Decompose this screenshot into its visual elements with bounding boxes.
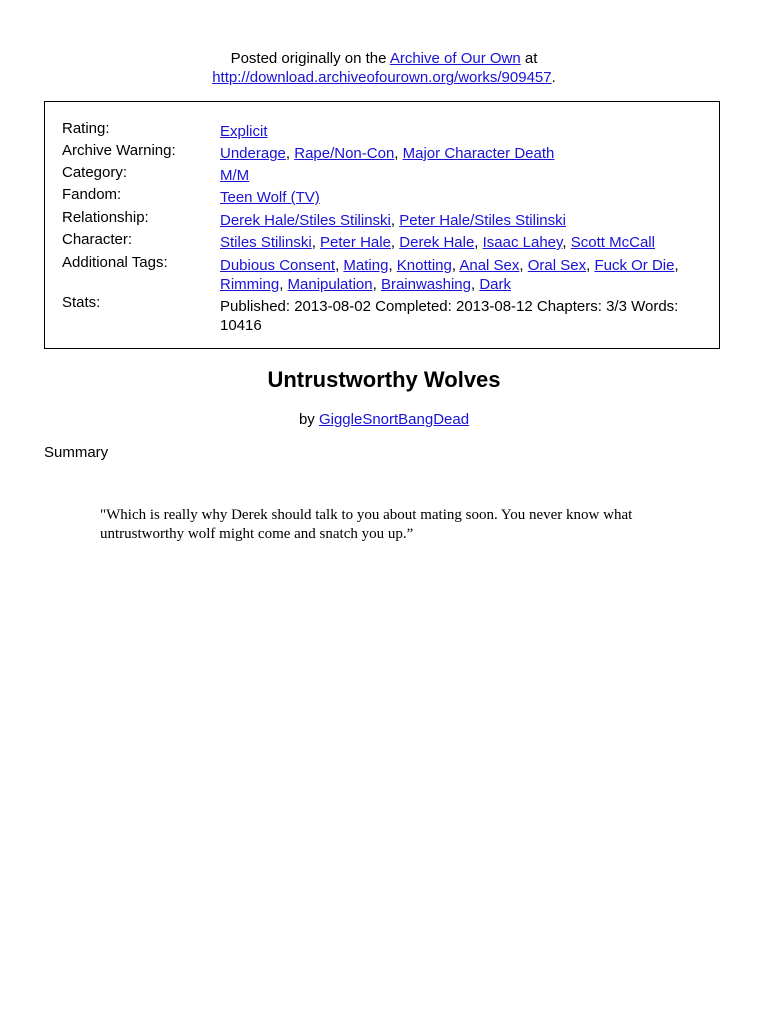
separator: , [279, 276, 288, 293]
tag-link[interactable]: Oral Sex [527, 257, 587, 274]
category-value [220, 166, 710, 185]
byline-prefix: by [298, 411, 319, 428]
tag-link[interactable]: Scott McCall [570, 234, 655, 251]
separator: , [519, 257, 528, 274]
rating-label: Rating: [62, 120, 110, 137]
tag-link[interactable]: Peter Hale [320, 234, 391, 251]
tag-link[interactable]: Mating [343, 257, 389, 274]
fandom-label: Fandom: [62, 186, 122, 203]
tags-label: Additional Tags: [62, 254, 168, 271]
header-prefix: Posted originally on the [230, 50, 390, 67]
separator: , [390, 212, 400, 229]
separator: , [285, 145, 295, 162]
metadata-box [44, 101, 720, 349]
separator: , [388, 257, 397, 274]
separator: , [335, 257, 344, 274]
summary-heading: Summary [44, 444, 109, 461]
category-label: Category: [62, 164, 128, 181]
tag-link[interactable]: Brainwashing [380, 276, 471, 293]
tag-link[interactable]: Underage [220, 145, 286, 162]
stats-line-1: Published: 2013-08-02 Completed: 2013-08-12 Chapters: 3/3 Words: [220, 298, 679, 315]
tag-link[interactable]: Dubious Consent [220, 257, 336, 274]
separator: , [390, 234, 400, 251]
character-label: Character: [62, 231, 133, 248]
separator: , [474, 234, 483, 251]
tag-link[interactable]: Explicit [220, 123, 268, 140]
fandom-value [220, 188, 710, 207]
separator: , [586, 257, 595, 274]
rating-value [220, 122, 710, 141]
separator: , [372, 276, 381, 293]
warning-label: Archive Warning: [62, 142, 176, 159]
tag-link[interactable]: Peter Hale/Stiles Stilinski [399, 212, 566, 229]
tag-link[interactable]: Fuck Or Die [594, 257, 675, 274]
header-at: at [520, 50, 538, 67]
separator: , [674, 257, 679, 274]
header-period: . [551, 69, 556, 86]
character-value [220, 233, 710, 252]
warning-value [220, 144, 710, 163]
tag-link[interactable]: Rape/Non-Con [294, 145, 395, 162]
header-line-2 [0, 68, 768, 87]
tags-value [220, 256, 710, 294]
tag-link[interactable]: Anal Sex [459, 257, 520, 274]
tag-link[interactable]: Teen Wolf (TV) [220, 189, 320, 206]
tag-link[interactable]: Rimming [220, 276, 280, 293]
summary-text: "Which is really why Derek should talk to you about mating soon. You never know what untrustworthy wolf might come and snatch you up.” [100, 507, 633, 542]
archive-link[interactable]: Archive of Our Own [389, 50, 521, 67]
tag-link[interactable]: Major Character Death [402, 145, 555, 162]
stats-value [220, 297, 710, 335]
relationship-value [220, 211, 710, 230]
author-link[interactable]: GiggleSnortBangDead [318, 411, 470, 428]
tag-link[interactable]: Isaac Lahey [482, 234, 563, 251]
relationship-label: Relationship: [62, 209, 149, 226]
tag-link[interactable]: Manipulation [287, 276, 373, 293]
tag-link[interactable]: Knotting [396, 257, 452, 274]
tag-link[interactable]: Dark [479, 276, 512, 293]
separator: , [394, 145, 403, 162]
tag-link[interactable]: M/M [220, 167, 250, 184]
tag-link[interactable]: Stiles Stilinski [220, 234, 312, 251]
work-url-link[interactable]: http://download.archiveofourown.org/works/909457 [212, 69, 552, 86]
tag-link[interactable]: Derek Hale/Stiles Stilinski [220, 212, 391, 229]
stats-label: Stats: [62, 294, 101, 311]
separator: , [311, 234, 321, 251]
work-title: Untrustworthy Wolves [267, 367, 501, 392]
separator: , [562, 234, 571, 251]
header [0, 49, 768, 87]
separator: , [451, 257, 460, 274]
stats-line-2: 10416 [220, 317, 262, 334]
header-line-1 [0, 49, 768, 68]
byline [0, 410, 768, 429]
separator: , [471, 276, 480, 293]
tag-link[interactable]: Derek Hale [399, 234, 475, 251]
